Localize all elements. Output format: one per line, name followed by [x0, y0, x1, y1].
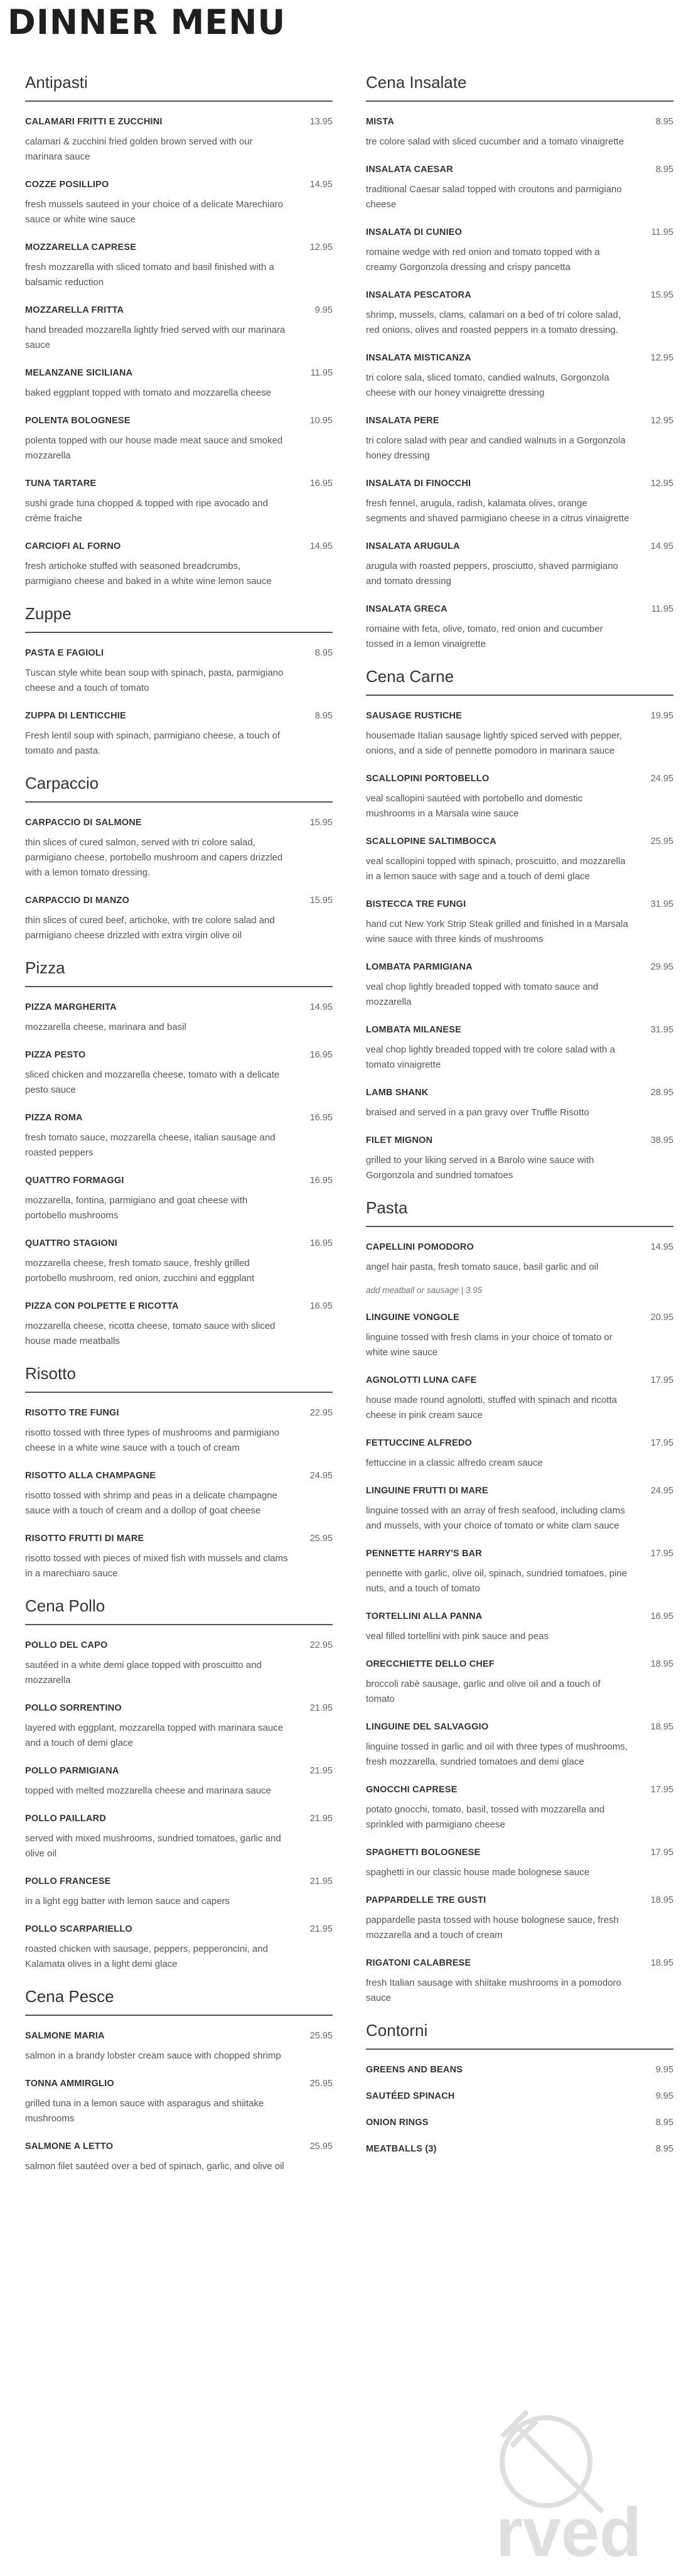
item-description: baked eggplant topped with tomato and mozzarella cheese [25, 387, 271, 398]
item-price: 14.95 [309, 180, 333, 190]
item-price: 38.95 [650, 1135, 673, 1145]
item-description: linguine tossed with fresh clams in your choice of tomato or white wine sauce [366, 1332, 613, 1358]
item-description: mozzarella cheese, fresh tomato sauce, freshly grilled portobello mushroom, red onion, zucchini and eggplant [25, 1258, 255, 1284]
item-name: PIZZA ROMA [25, 1113, 83, 1123]
item-name: CARPACCIO DI SALMONE [25, 818, 142, 828]
item-price: 12.95 [650, 416, 673, 426]
menu-item [25, 1875, 333, 1909]
item-price: 8.95 [655, 165, 673, 175]
menu-item [366, 1547, 673, 1596]
item-name: PIZZA CON POLPETTE E RICOTTA [25, 1301, 179, 1311]
item-name: INSALATA DI CUNIEO [366, 227, 463, 237]
item-name: SALMONE MARIA [25, 2031, 105, 2041]
item-description: tre colore salad with sliced cucumber and a tomato vinaigrette [366, 136, 624, 147]
menu-item [366, 2064, 673, 2076]
item-price: 9.95 [655, 2065, 673, 2075]
item-price: 17.95 [650, 1375, 673, 1385]
item-description: salmon in a brandy lobster cream sauce with chopped shrimp [25, 2050, 281, 2061]
item-name: LOMBATA PARMIGIANA [366, 962, 473, 972]
menu-item [25, 1300, 333, 1349]
section-title: Carpaccio [25, 772, 333, 803]
section-title: Pizza [25, 957, 333, 987]
menu-item [366, 710, 673, 759]
item-name: FILET MIGNON [366, 1135, 433, 1145]
item-name: TUNA TARTARE [25, 479, 97, 489]
item-description: fresh tomato sauce, mozzarella cheese, italian sausage and roasted peppers [25, 1132, 276, 1158]
menu-section-pizza [25, 957, 333, 1349]
item-name: SCALLOPINE SALTIMBOCCA [366, 836, 496, 847]
item-name: LINGUINE DEL SALVAGGIO [366, 1722, 489, 1732]
item-description: arugula with roasted peppers, prosciutto, shaved parmigiano and tomato dressing [366, 561, 618, 587]
menu-item [25, 1237, 333, 1286]
item-name: ORECCHIETTE DELLO CHEF [366, 1659, 495, 1669]
menu-item [25, 1469, 333, 1518]
menu-item [366, 1241, 673, 1297]
menu-item [25, 1407, 333, 1456]
item-price: 16.95 [309, 1113, 333, 1123]
item-name: ZUPPA DI LENTICCHIE [25, 711, 126, 721]
item-name: LOMBATA MILANESE [366, 1025, 461, 1035]
menu-item [25, 1049, 333, 1098]
item-addon-note: add meatball or sausage | 3.95 [366, 1285, 483, 1295]
item-name: POLLO PAILLARD [25, 1814, 106, 1824]
menu-section-antipasti [25, 72, 333, 589]
menu-section-cena-pollo [25, 1595, 333, 1972]
item-name: AGNOLOTTI LUNA CAFE [366, 1375, 477, 1385]
item-price: 31.95 [650, 1025, 673, 1035]
item-name: INSALATA DI FINOCCHI [366, 479, 471, 489]
item-price: 24.95 [650, 774, 673, 784]
item-description: thin slices of cured beef, artichoke, with tre colore salad and parmigiano cheese drizzled with extra virgin olive oil [25, 915, 275, 941]
item-name: RIGATONI CALABRESE [366, 1958, 471, 1968]
section-title: Zuppe [25, 603, 333, 633]
menu-item [25, 241, 333, 290]
menu-item [25, 1001, 333, 1035]
menu-item [366, 898, 673, 947]
menu-item [366, 540, 673, 589]
item-price: 21.95 [309, 1876, 333, 1886]
item-price: 8.95 [314, 648, 333, 658]
item-name: CARCIOFI AL FORNO [25, 541, 121, 551]
item-name: CALAMARI FRITTI E ZUCCHINI [25, 117, 163, 127]
item-description: sliced chicken and mozzarella cheese, tomato with a delicate pesto sauce [25, 1069, 280, 1095]
menu-item [366, 1721, 673, 1770]
item-price: 19.95 [650, 711, 673, 721]
item-description: shrimp, mussels, clams, calamari on a bed of tri colore salad, red onions, olives and roasted peppers in a tomato dressing. [366, 310, 621, 335]
item-price: 16.95 [309, 1301, 333, 1311]
menu-column-left [25, 72, 333, 2188]
item-name: INSALATA GRECA [366, 604, 447, 614]
item-name: POLLO PARMIGIANA [25, 1766, 119, 1776]
item-name: MOZZARELLA CAPRESE [25, 242, 137, 252]
menu-item [366, 835, 673, 884]
item-name: LAMB SHANK [366, 1088, 429, 1098]
item-description: hand cut New York Strip Steak grilled and finished in a Marsala wine sauce with three kinds of mushrooms [366, 919, 628, 944]
item-price: 12.95 [309, 242, 333, 252]
menu-item [366, 1311, 673, 1360]
item-price: 21.95 [309, 1924, 333, 1934]
item-price: 17.95 [650, 1549, 673, 1559]
item-description: pappardelle pasta tossed with house bolognese sauce, fresh mozzarella and a touch of cream [366, 1915, 619, 1940]
item-price: 14.95 [309, 1002, 333, 1012]
item-price: 25.95 [309, 2031, 333, 2041]
item-name: POLENTA BOLOGNESE [25, 416, 131, 426]
menu-item [366, 1374, 673, 1423]
item-price: 12.95 [650, 479, 673, 489]
item-description: linguine tossed with an array of fresh seafood, including clams and mussels, with your choice of tomato or white clam sauce [366, 1505, 625, 1531]
menu-item [25, 2030, 333, 2064]
item-description: romaine wedge with red onion and tomato topped with a creamy Gorgonzola dressing and crispy pancetta [366, 247, 600, 273]
item-price: 8.95 [655, 2144, 673, 2154]
item-price: 24.95 [309, 1471, 333, 1481]
item-price: 25.95 [309, 1534, 333, 1544]
item-description: hand breaded mozzarella lightly fried served with our marinara sauce [25, 325, 286, 350]
item-name: QUATTRO FORMAGGI [25, 1176, 124, 1186]
item-name: POLLO SORRENTINO [25, 1703, 122, 1713]
menu-item [366, 116, 673, 149]
item-name: MOZZARELLA FRITTA [25, 305, 124, 315]
menu-item [25, 1702, 333, 1751]
menu-item [366, 961, 673, 1010]
item-name: POLLO DEL CAPO [25, 1640, 108, 1650]
menu-item [366, 477, 673, 526]
item-name: MISTA [366, 117, 395, 127]
menu-section-carpaccio [25, 772, 333, 943]
item-description: risotto tossed with three types of mushrooms and parmigiano cheese in a white wine sauce with a touch of cream [25, 1427, 280, 1453]
item-description: fresh fennel, arugula, radish, kalamata olives, orange segments and shaved parmigiano cheese in a citrus vinaigrette [366, 498, 629, 524]
item-price: 25.95 [309, 2141, 333, 2151]
item-description: fettuccine in a classic alfredo cream sauce [366, 1458, 543, 1468]
item-name: TORTELLINI ALLA PANNA [366, 1611, 483, 1621]
item-description: served with mixed mushrooms, sundried tomatoes, garlic and olive oil [25, 1833, 281, 1859]
item-price: 20.95 [650, 1312, 673, 1323]
item-description: salmon filet sautéed over a bed of spinach, garlic, and olive oil [25, 2161, 284, 2172]
item-price: 11.95 [651, 227, 673, 237]
menu-item [25, 1923, 333, 1972]
item-name: SALMONE A LETTO [25, 2141, 114, 2151]
section-title: Cena Carne [366, 666, 673, 696]
item-description: in a light egg batter with lemon sauce and capers [25, 1896, 230, 1907]
menu-item [25, 710, 333, 759]
menu-item [366, 163, 673, 212]
item-description: broccoli rabè sausage, garlic and olive oil and a touch of tomato [366, 1679, 601, 1704]
item-name: RISOTTO TRE FUNGI [25, 1408, 119, 1418]
item-price: 15.95 [650, 290, 673, 300]
page-title: DINNER MENU [8, 3, 286, 42]
item-name: RISOTTO FRUTTI DI MARE [25, 1534, 144, 1544]
item-price: 12.95 [650, 353, 673, 363]
item-description: Tuscan style white bean soup with spinach, pasta, parmigiano cheese and a touch of tomato [25, 668, 284, 693]
item-price: 11.95 [310, 368, 333, 378]
item-description: mozzarella cheese, marinara and basil [25, 1022, 186, 1032]
menu-item [25, 414, 333, 463]
menu-item [25, 1532, 333, 1581]
item-description: veal chop lightly breaded topped with tre colore salad with a tomato vinaigrette [366, 1044, 615, 1070]
section-title: Cena Pollo [25, 1595, 333, 1625]
item-description: house made round agnolotti, stuffed with spinach and ricotta cheese in pink cream sauce [366, 1395, 617, 1421]
menu-item [366, 1658, 673, 1707]
item-description: grilled to your liking served in a Barolo wine sauce with Gorgonzola and sundried tomatoes [366, 1155, 594, 1181]
item-description: romaine with feta, olive, tomato, red onion and cucumber tossed in a lemon vinaigrette [366, 624, 603, 649]
item-name: COZZE POSILLIPO [25, 180, 109, 190]
menu-item [25, 1765, 333, 1799]
item-description: grilled tuna in a lemon sauce with asparagus and shiitake mushrooms [25, 2098, 264, 2124]
menu-item [366, 1846, 673, 1880]
item-description: linguine tossed in garlic and oil with three types of mushrooms, fresh mozzarella, sundried tomatoes and demi glace [366, 1741, 628, 1767]
menu-item [25, 178, 333, 227]
item-name: PASTA E FAGIOLI [25, 648, 104, 658]
item-name: INSALATA ARUGULA [366, 541, 460, 551]
menu-section-zuppe [25, 603, 333, 759]
item-price: 24.95 [650, 1486, 673, 1496]
menu-column-right [366, 72, 673, 2169]
menu-item [366, 1437, 673, 1471]
menu-item [366, 1485, 673, 1534]
item-price: 9.95 [655, 2091, 673, 2101]
item-name: TONNA AMMIRGLIO [25, 2079, 114, 2089]
item-name: PIZZA MARGHERITA [25, 1002, 117, 1012]
item-description: veal filled tortellini with pink sauce and peas [366, 1631, 549, 1642]
item-price: 21.95 [309, 1703, 333, 1713]
item-price: 8.95 [655, 2118, 673, 2128]
item-name: RISOTTO ALLA CHAMPAGNE [25, 1471, 156, 1481]
section-title: Cena Insalate [366, 72, 673, 102]
item-price: 16.95 [309, 1238, 333, 1248]
item-price: 17.95 [650, 1438, 673, 1448]
item-description: calamari & zucchini fried golden brown served with our marinara sauce [25, 136, 253, 162]
item-price: 16.95 [650, 1611, 673, 1621]
menu-item [366, 226, 673, 275]
item-description: risotto tossed with pieces of mixed fish with mussels and clams in a marechiaro sauce [25, 1553, 288, 1579]
menu-item [25, 1174, 333, 1223]
menu-section-contorni [366, 2020, 673, 2155]
item-price: 17.95 [650, 1848, 673, 1858]
item-price: 14.95 [650, 541, 673, 551]
item-name: BISTECCA TRE FUNGI [366, 899, 466, 909]
menu-item [25, 647, 333, 696]
menu-item [366, 603, 673, 652]
item-description: thin slices of cured salmon, served with tri colore salad, parmigiano cheese, portobello mushroom and capers drizzled with a lemon tomato dressing. [25, 837, 283, 878]
item-description: tri colore salad with pear and candied walnuts in a Gorgonzola honey dressing [366, 435, 626, 461]
menu-section-cena-pesce [25, 1986, 333, 2174]
item-price: 21.95 [309, 1814, 333, 1824]
menu-item [366, 1783, 673, 1832]
item-name: INSALATA PESCATORA [366, 290, 471, 300]
item-name: POLLO SCARPARIELLO [25, 1924, 132, 1934]
item-price: 18.95 [650, 1958, 673, 1968]
item-name: SPAGHETTI BOLOGNESE [366, 1848, 481, 1858]
menu-item [25, 894, 333, 943]
item-price: 8.95 [314, 711, 333, 721]
item-name: FETTUCCINE ALFREDO [366, 1438, 472, 1448]
menu-item [25, 477, 333, 526]
item-price: 8.95 [655, 117, 673, 127]
item-name: CAPELLINI POMODORO [366, 1242, 474, 1252]
menu-item [25, 2140, 333, 2174]
menu-item [366, 2143, 673, 2155]
item-description: sushi grade tuna chopped & topped with ripe avocado and crème fraiche [25, 498, 268, 524]
watermark-text: rved [496, 2494, 642, 2568]
menu-section-risotto [25, 1363, 333, 1581]
menu-item [366, 1894, 673, 1943]
item-price: 16.95 [309, 1176, 333, 1186]
menu-item [25, 1639, 333, 1688]
item-price: 10.95 [309, 416, 333, 426]
item-description: fresh mussels sauteed in your choice of a delicate Marechiaro sauce or white wine sauce [25, 199, 284, 225]
menu-section-pasta [366, 1197, 673, 2006]
menu-item [366, 414, 673, 463]
menu-item [366, 1610, 673, 1644]
item-description: polenta topped with our house made meat sauce and smoked mozzarella [25, 435, 283, 461]
menu-item [366, 289, 673, 338]
item-description: topped with melted mozzarella cheese and marinara sauce [25, 1785, 271, 1796]
item-name: SAUTÉED SPINACH [366, 2091, 455, 2101]
item-description: sautéed in a white demi glace topped with proscuitto and mozzarella [25, 1660, 262, 1686]
item-price: 16.95 [309, 479, 333, 489]
menu-item [366, 772, 673, 821]
menu-item [366, 1134, 673, 1183]
item-name: QUATTRO STAGIONI [25, 1238, 117, 1248]
item-price: 22.95 [309, 1640, 333, 1650]
item-description: veal scallopini topped with spinach, proscuitto, and mozzarella in a lemon sauce with sage and a touch of demi glace [366, 856, 626, 882]
item-name: SCALLOPINI PORTOBELLO [366, 774, 490, 784]
item-description: veal scallopini sautéed with portobello and domestic mushrooms in a Marsala wine sauce [366, 793, 583, 819]
item-description: roasted chicken with sausage, peppers, pepperoncini, and Kalamata olives in a light demi glace [25, 1944, 268, 1969]
item-price: 31.95 [650, 899, 673, 909]
menu-section-cena-carne [366, 666, 673, 1183]
item-price: 16.95 [309, 1050, 333, 1060]
item-price: 28.95 [650, 1088, 673, 1098]
item-description: mozzarella, fontina, parmigiano and goat cheese with portobello mushrooms [25, 1195, 248, 1221]
menu-item [366, 1024, 673, 1073]
section-title: Contorni [366, 2020, 673, 2050]
menu-item [25, 540, 333, 589]
item-price: 29.95 [650, 962, 673, 972]
item-price: 18.95 [650, 1722, 673, 1732]
section-title: Risotto [25, 1363, 333, 1393]
item-price: 18.95 [650, 1895, 673, 1905]
menu-item [25, 116, 333, 165]
menu-item [25, 2077, 333, 2126]
item-description: potato gnocchi, tomato, basil, tossed with mozzarella and sprinkled with parmigiano cheese [366, 1804, 605, 1830]
item-name: GNOCCHI CAPRESE [366, 1785, 458, 1795]
item-description: fresh Italian sausage with shiitake mushrooms in a pomodoro sauce [366, 1978, 621, 2003]
item-price: 18.95 [650, 1659, 673, 1669]
item-description: traditional Caesar salad topped with croutons and parmigiano cheese [366, 184, 622, 210]
menu-item [25, 1112, 333, 1161]
item-description: tri colore sala, sliced tomato, candied walnuts, Gorgonzola cheese with our honey vinaigrette dressing [366, 372, 609, 398]
item-price: 14.95 [650, 1242, 673, 1252]
item-price: 13.95 [309, 117, 333, 127]
item-name: POLLO FRANCESE [25, 1876, 111, 1886]
menu-item [25, 816, 333, 880]
item-name: GREENS AND BEANS [366, 2065, 463, 2075]
item-description: fresh mozzarella with sliced tomato and basil finished with a balsamic reduction [25, 262, 274, 288]
item-name: INSALATA MISTICANZA [366, 353, 471, 363]
section-title: Antipasti [25, 72, 333, 102]
item-price: 25.95 [309, 2079, 333, 2089]
item-price: 14.95 [309, 541, 333, 551]
item-description: housemade Italian sausage lightly spiced served with pepper, onions, and a side of pennette pomodoro in marinara sauce [366, 730, 622, 756]
item-name: MELANZANE SICILIANA [25, 368, 133, 378]
item-name: LINGUINE VONGOLE [366, 1312, 460, 1323]
item-name: INSALATA CAESAR [366, 165, 453, 175]
item-name: SAUSAGE RUSTICHE [366, 711, 463, 721]
item-name: CARPACCIO DI MANZO [25, 896, 130, 906]
item-name: INSALATA PERE [366, 416, 439, 426]
item-description: spaghetti in our classic house made bolognese sauce [366, 1867, 590, 1878]
item-price: 25.95 [650, 836, 673, 847]
item-name: PAPPARDELLE TRE GUSTI [366, 1895, 486, 1905]
item-price: 17.95 [650, 1785, 673, 1795]
item-name: ONION RINGS [366, 2118, 429, 2128]
item-name: PENNETTE HARRY'S BAR [366, 1549, 482, 1559]
item-description: risotto tossed with shrimp and peas in a delicate champagne sauce with a touch of cream and a dollop of goat cheese [25, 1490, 277, 1516]
item-price: 22.95 [309, 1408, 333, 1418]
item-price: 21.95 [309, 1766, 333, 1776]
item-name: PIZZA PESTO [25, 1050, 86, 1060]
item-name: LINGUINE FRUTTI DI MARE [366, 1486, 488, 1496]
item-description: Fresh lentil soup with spinach, parmigiano cheese, a touch of tomato and pasta. [25, 730, 281, 756]
item-description: angel hair pasta, fresh tomato sauce, basil garlic and oil [366, 1262, 599, 1272]
menu-item [25, 1812, 333, 1861]
item-price: 11.95 [651, 604, 673, 614]
item-price: 15.95 [309, 896, 333, 906]
item-description: fresh artichoke stuffed with seasoned breadcrumbs, parmigiano cheese and baked in a white wine lemon sauce [25, 561, 272, 587]
section-title: Cena Pesce [25, 1986, 333, 2016]
item-price: 15.95 [309, 818, 333, 828]
item-description: veal chop lightly breaded topped with tomato sauce and mozzarella [366, 982, 599, 1007]
menu-item [366, 2116, 673, 2129]
watermark-logo [477, 2386, 678, 2568]
menu-item [25, 304, 333, 353]
item-description: braised and served in a pan gravy over Truffle Risotto [366, 1107, 589, 1118]
item-price: 9.95 [314, 305, 333, 315]
item-description: pennette with garlic, olive oil, spinach, sundried tomatoes, pine nuts, and a touch of tomato [366, 1568, 628, 1594]
item-name: MEATBALLS (3) [366, 2144, 437, 2154]
menu-item [25, 367, 333, 401]
menu-item [366, 352, 673, 401]
menu-item [366, 1957, 673, 2006]
item-description: layered with eggplant, mozzarella topped with marinara sauce and a touch of demi glace [25, 1723, 284, 1748]
menu-item [366, 2090, 673, 2102]
item-description: mozzarella cheese, ricotta cheese, tomato sauce with sliced house made meatballs [25, 1321, 276, 1346]
section-title: Pasta [366, 1197, 673, 1227]
menu-section-cena-insalate [366, 72, 673, 652]
menu-item [366, 1086, 673, 1120]
